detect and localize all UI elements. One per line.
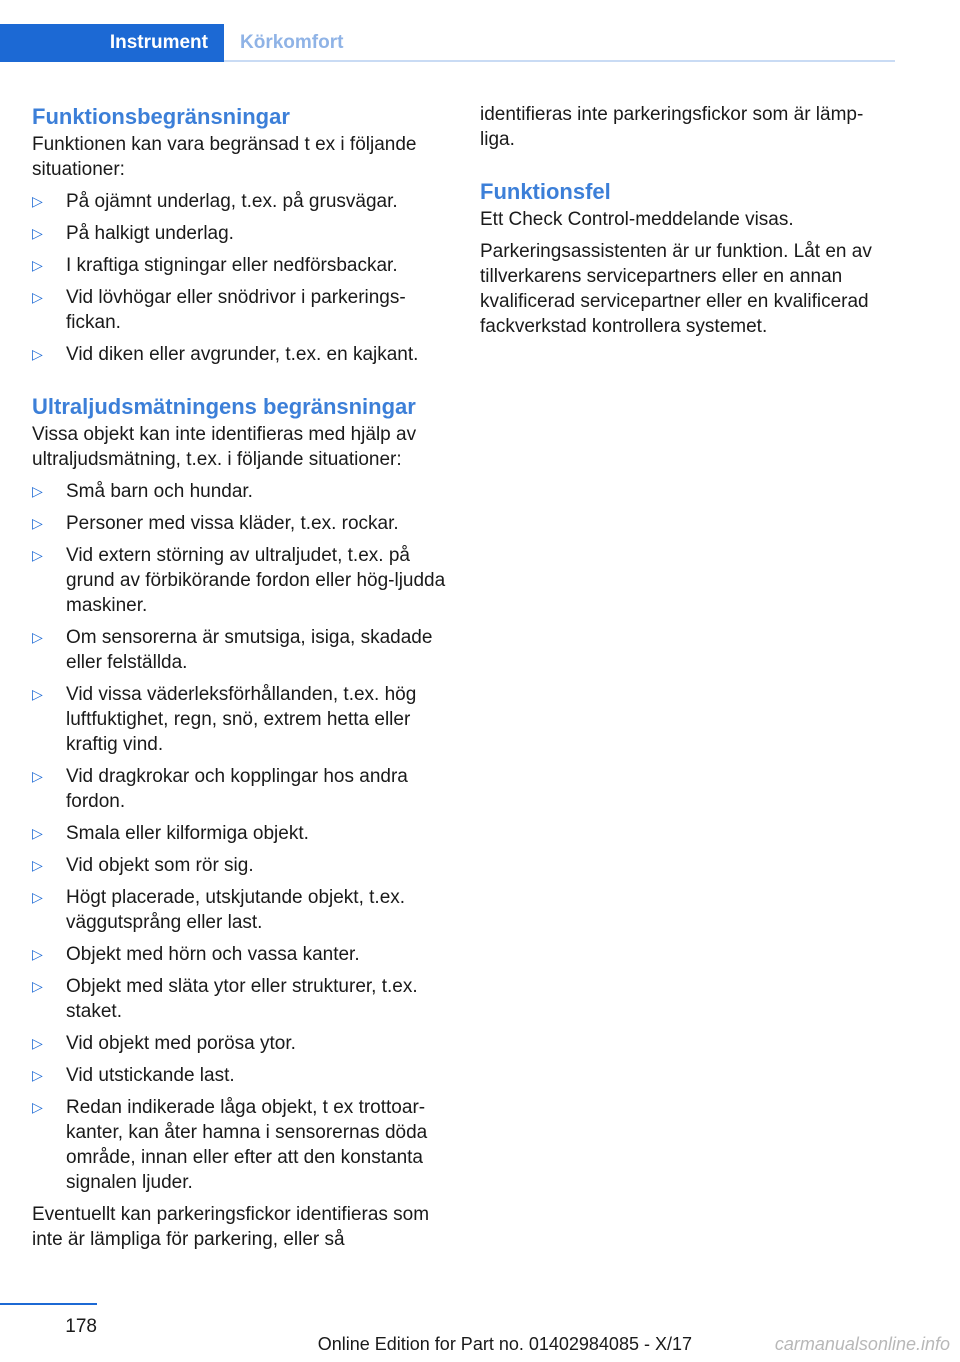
list-item <box>32 253 447 278</box>
section-outro: Eventuellt kan parkeringsfickor identifieras som inte är lämpliga för parkering, eller så <box>32 1204 430 1250</box>
list-item <box>32 974 447 1024</box>
bullet-triangle-icon: ▷ <box>32 1067 43 1083</box>
bullet-triangle-icon: ▷ <box>32 857 43 873</box>
list-item <box>32 853 447 878</box>
list-item <box>32 625 447 675</box>
list-item-text: Objekt med hörn och vassa kanter. <box>66 944 360 965</box>
list-item <box>32 342 447 367</box>
section-intro: Funktionen kan vara begränsad t ex i följande situationer: <box>32 134 417 180</box>
left-column <box>32 102 447 1259</box>
bullet-triangle-icon: ▷ <box>32 483 43 499</box>
fault-paragraph: Parkeringsassistenten är ur funktion. Låt en av tillverkarens servicepartners eller en annan kvalificerad servicepartner eller en kvalificerad fackverkstad kontrollera systemet. <box>480 241 872 337</box>
bullet-triangle-icon: ▷ <box>32 946 43 962</box>
bullet-triangle-icon: ▷ <box>32 225 43 241</box>
right-column <box>480 102 895 346</box>
list-item <box>32 1031 447 1056</box>
section-intro: Vissa objekt kan inte identifieras med hjälp av ultraljudsmätning, t.ex. i följande situationer: <box>32 424 417 470</box>
list-item <box>32 479 447 504</box>
list-item-text: Vid extern störning av ultraljudet, t.ex. på grund av förbikörande fordon eller hög‐ljudda maskiner. <box>66 545 446 616</box>
limitation-list <box>32 189 447 367</box>
list-item <box>32 885 447 935</box>
bullet-triangle-icon: ▷ <box>32 346 43 362</box>
list-item-text: Små barn och hundar. <box>66 481 253 502</box>
list-item-text: Redan indikerade låga objekt, t ex trottoar‐kanter, kan åter hamna i sensorernas döda område, innan eller efter att den konstanta signalen ljuder. <box>66 1097 428 1193</box>
list-item-text: I kraftiga stigningar eller nedförsbackar. <box>66 255 398 276</box>
bullet-triangle-icon: ▷ <box>32 1099 43 1115</box>
tab-divider <box>224 60 895 62</box>
watermark: carmanualsonline.info <box>774 1334 950 1354</box>
section-heading-funktionsbegransningar: Funktionsbegränsningar <box>32 104 290 129</box>
bullet-triangle-icon: ▷ <box>32 825 43 841</box>
ultrasound-limitation-list <box>32 479 447 1195</box>
list-item <box>32 1063 447 1088</box>
list-item-text: Smala eller kilformiga objekt. <box>66 823 309 844</box>
bullet-triangle-icon: ▷ <box>32 193 43 209</box>
bullet-triangle-icon: ▷ <box>32 515 43 531</box>
page-number: 178 <box>65 1316 97 1337</box>
list-item-text: Vid objekt som rör sig. <box>66 855 254 876</box>
list-item-text: Vid dragkrokar och kopplingar hos andra fordon. <box>66 766 408 812</box>
list-item <box>32 764 447 814</box>
bullet-triangle-icon: ▷ <box>32 547 43 563</box>
bullet-triangle-icon: ▷ <box>32 686 43 702</box>
bullet-triangle-icon: ▷ <box>32 257 43 273</box>
section-heading-funktionsfel: Funktionsfel <box>480 179 611 204</box>
edition-note: Online Edition for Part no. 01402984085 - X/17 <box>317 1334 692 1354</box>
list-item-text: Vid vissa väderleksförhållanden, t.ex. hög luftfuktighet, regn, snö, extrem hetta eller kraftig vind. <box>66 684 417 755</box>
list-item-text: Högt placerade, utskjutande objekt, t.ex. väggutsprång eller last. <box>66 887 406 933</box>
tab-bar <box>0 24 895 62</box>
bullet-triangle-icon: ▷ <box>32 978 43 994</box>
list-item <box>32 285 447 335</box>
list-item <box>32 543 447 618</box>
list-item-text: Om sensorerna är smutsiga, isiga, skadade eller felställda. <box>66 627 433 673</box>
list-item-text: Objekt med släta ytor eller strukturer, t.ex. staket. <box>66 976 418 1022</box>
list-item <box>32 682 447 757</box>
list-item-text: På halkigt underlag. <box>66 223 234 244</box>
list-item <box>32 221 447 246</box>
list-item <box>32 189 447 214</box>
list-item-text: Vid objekt med porösa ytor. <box>66 1033 296 1054</box>
list-item <box>32 821 447 846</box>
bullet-triangle-icon: ▷ <box>32 1035 43 1051</box>
section-heading-ultraljud: Ultraljudsmätningens begränsningar <box>32 394 416 419</box>
footer-rule <box>0 1303 97 1305</box>
list-item-text: Vid diken eller avgrunder, t.ex. en kajkant. <box>66 344 419 365</box>
list-item <box>32 942 447 967</box>
fault-paragraph: Ett Check Control-meddelande visas. <box>480 209 794 230</box>
list-item-text: Vid utstickande last. <box>66 1065 235 1086</box>
list-item <box>32 1095 447 1195</box>
list-item-text: På ojämnt underlag, t.ex. på grusvägar. <box>66 191 398 212</box>
bullet-triangle-icon: ▷ <box>32 629 43 645</box>
bullet-triangle-icon: ▷ <box>32 889 43 905</box>
tab-instrument[interactable]: Instrument <box>0 24 224 62</box>
list-item-text: Vid lövhögar eller snödrivor i parkerings‐fickan. <box>66 287 406 333</box>
list-item-text: Personer med vissa kläder, t.ex. rockar. <box>66 513 399 534</box>
continued-paragraph: identifieras inte parkeringsfickor som är lämp‐liga. <box>480 104 864 150</box>
tab-korkomfort[interactable]: Körkomfort <box>240 32 344 53</box>
bullet-triangle-icon: ▷ <box>32 289 43 305</box>
bullet-triangle-icon: ▷ <box>32 768 43 784</box>
list-item <box>32 511 447 536</box>
